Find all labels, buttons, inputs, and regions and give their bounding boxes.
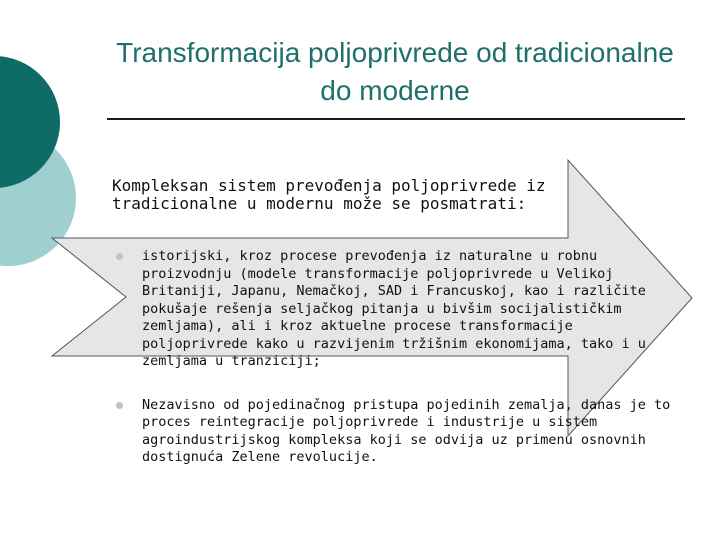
bullet-item-reintegration	[114, 397, 684, 467]
bullet-list	[114, 248, 684, 467]
bullet-text: istorijski, kroz procese prevođenja iz naturalne u robnu proizvodnju (modele transformacije poljoprivrede u Velikoj Britaniji, Japanu, Nemačkoj, SAD i Francuskoj, kao i različite pokušaje rešenja seljačkog pitanja u bivšim socijalističkim zemljama), ali i kroz aktuelne procese transformacije poljoprivrede kako u razvijenim tržišnim ekonomijama, tako i u zemljama u tranziciji;	[142, 248, 646, 369]
bullet-item-historical	[114, 248, 684, 371]
intro-text: Kompleksan sistem prevođenja poljoprivrede iz tradicionalne u modernu može se posmatrati:	[112, 176, 546, 213]
bullet-dot-icon	[116, 402, 123, 409]
bullet-dot-icon	[116, 253, 123, 260]
bullet-text: Nezavisno od pojedinačnog pristupa pojedinih zemalja, danas je to proces reintegracije poljoprivrede i industrije u sistem agroindustrijskog kompleksa koji se odvija uz primenu osnovnih dostignuća Zelene revolucije.	[142, 396, 671, 465]
slide-title: Transformacija poljoprivrede od tradicionalne do moderne	[116, 37, 674, 106]
